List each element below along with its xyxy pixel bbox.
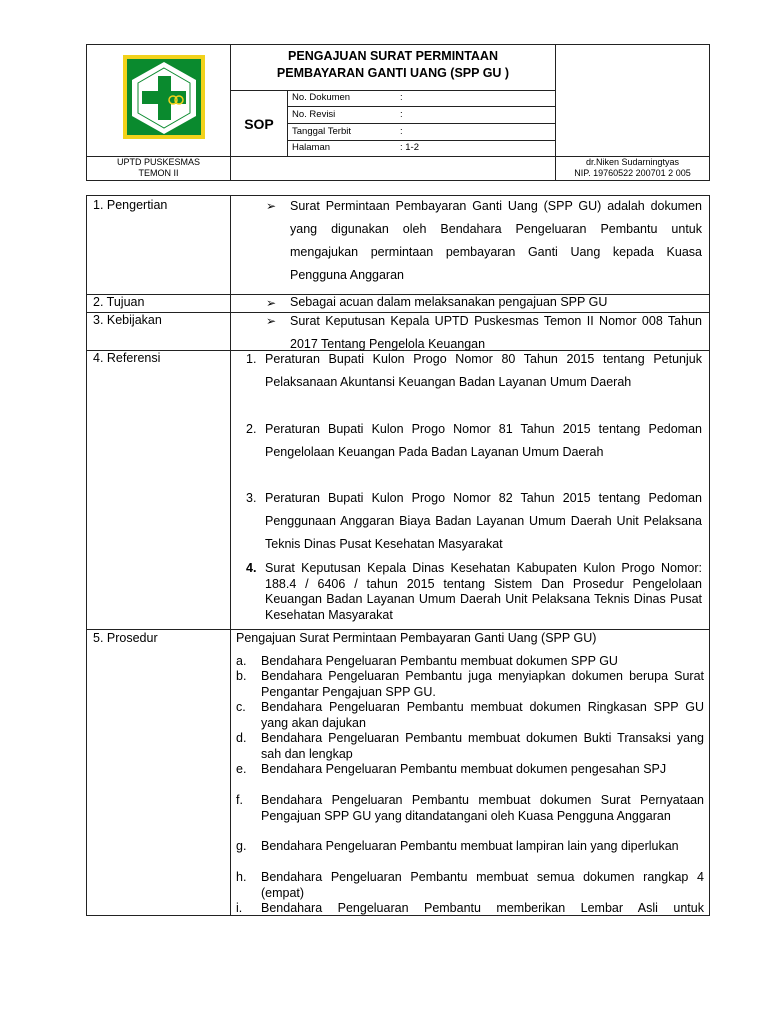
org-line-1: UPTD PUSKESMAS (116, 157, 201, 167)
list-marker: f. (236, 793, 243, 807)
list-item-text: Bendahara Pengeluaran Pembantu membuat dokumen pengesahan SPJ (261, 762, 667, 776)
pengertian-text: Surat Permintaan Pembayaran Ganti Uang (SPP GU) adalah dokumen yang digunakan oleh Bendahara Pengeluaran Pembantu untuk mengajukan permintaan pembayaran Ganti Uang kepada Kuasa Pengguna Anggaran (290, 199, 702, 282)
section-label-prosedur: 5. Prosedur (93, 631, 158, 645)
list-marker: g. (236, 839, 247, 853)
referensi-num-4: 4. (246, 561, 257, 575)
tujuan-text: Sebagai acuan dalam melaksanakan pengajuan SPP GU (290, 295, 608, 309)
meta-label-terbit: Tanggal Terbit (292, 126, 351, 137)
organization-name (87, 157, 230, 179)
section-label-pengertian: 1. Pengertian (93, 198, 168, 212)
list-item-text: Bendahara Pengeluaran Pembantu membuat dokumen Bukti Transaksi yang sah dan lengkap (261, 731, 704, 761)
puskesmas-logo-icon (122, 54, 206, 140)
list-item-text: Bendahara Pengeluaran Pembantu membuat dokumen Ringkasan SPP GU yang akan dajukan (261, 700, 704, 730)
list-marker: b. (236, 669, 247, 683)
list-item-text: Bendahara Pengeluaran Pembantu membuat lampiran lain yang diperlukan (261, 839, 679, 853)
section-label-kebijakan: 3. Kebijakan (93, 313, 162, 327)
referensi-item-1: Peraturan Bupati Kulon Progo Nomor 80 Tahun 2015 tentang Petunjuk Pelaksanaan Akuntansi Keuangan Badan Layanan Umum Daerah (265, 352, 702, 389)
list-item-text: Bendahara Pengeluaran Pembantu membuat dokumen Surat Pernyataan Pengajuan SPP GU yang ditandatangani oleh Kuasa Pengguna Anggaran (261, 793, 704, 823)
list-marker: a. (236, 654, 247, 668)
meta-label-revisi: No. Revisi (292, 109, 336, 120)
meta-value-revisi: : (400, 109, 403, 120)
referensi-num-1: 1. (246, 352, 257, 366)
meta-label-halaman: Halaman (292, 142, 331, 153)
arrow-bullet-icon: ➢ (266, 296, 277, 310)
list-item-text: Bendahara Pengeluaran Pembantu memberikan Lembar Asli untuk (261, 901, 704, 915)
arrow-bullet-icon: ➢ (266, 199, 277, 213)
referensi-item-4: Surat Keputusan Kepala Dinas Kesehatan Kabupaten Kulon Progo Nomor: 188.4 / 6406 / tahun 2015 tentang Sistem Dan Prosedur Pengelolaan Keuangan Badan Layanan Umum Daerah Unit Pelaksana Teknis Dinas Pusat Kesehatan Masyarakat (265, 561, 702, 622)
referensi-item-3: Peraturan Bupati Kulon Progo Nomor 82 Tahun 2015 tentang Pedoman Penggunaan Anggaran Biaya Badan Layanan Umum Daerah Unit Pelaksana Teknis Dinas Pusat Kesehatan Masyarakat (265, 491, 702, 551)
title-line-2: PEMBAYARAN GANTI UANG (SPP GU ) (276, 66, 510, 80)
sop-label: SOP (244, 115, 274, 132)
signer-nip: NIP. 19760522 200701 2 005 (574, 168, 691, 178)
signer-name: dr.Niken Sudarningtyas (585, 157, 680, 167)
referensi-item-2: Peraturan Bupati Kulon Progo Nomor 81 Tahun 2015 tentang Pedoman Pengelolaan Keuangan Pada Badan Layanan Umum Daerah (265, 422, 702, 459)
kebijakan-text: Surat Keputusan Kepala UPTD Puskesmas Temon II Nomor 008 Tahun 2017 Tentang Pengelola Keuangan (290, 314, 702, 351)
prosedur-intro: Pengajuan Surat Permintaan Pembayaran Ganti Uang (SPP GU) (236, 631, 597, 645)
meta-label-dokumen: No. Dokumen (292, 92, 351, 103)
meta-value-dokumen: : (400, 92, 403, 103)
list-item (236, 901, 704, 915)
title-line-1: PENGAJUAN SURAT PERMINTAAN (288, 49, 498, 63)
list-marker: i. (236, 901, 243, 915)
list-item-text: Bendahara Pengeluaran Pembantu membuat dokumen SPP GU (261, 654, 618, 668)
list-item-text: Bendahara Pengeluaran Pembantu membuat semua dokumen rangkap 4 (empat) (261, 870, 704, 900)
list-marker: h. (236, 870, 247, 884)
arrow-bullet-icon: ➢ (266, 314, 277, 328)
org-line-2: TEMON II (138, 168, 179, 178)
section-label-tujuan: 2. Tujuan (93, 295, 145, 309)
signer-block (556, 157, 709, 179)
referensi-num-2: 2. (246, 422, 257, 436)
meta-value-halaman: : 1-2 (400, 142, 420, 153)
list-marker: e. (236, 762, 247, 776)
referensi-num-3: 3. (246, 491, 257, 505)
list-marker: d. (236, 731, 247, 745)
section-label-referensi: 4. Referensi (93, 351, 161, 365)
meta-value-terbit: : (400, 126, 403, 137)
list-marker: c. (236, 700, 246, 714)
list-item-text: Bendahara Pengeluaran Pembantu juga menyiapkan dokumen berupa Surat Pengantar Pengajuan SPP GU. (261, 669, 704, 699)
document-title (231, 48, 555, 82)
